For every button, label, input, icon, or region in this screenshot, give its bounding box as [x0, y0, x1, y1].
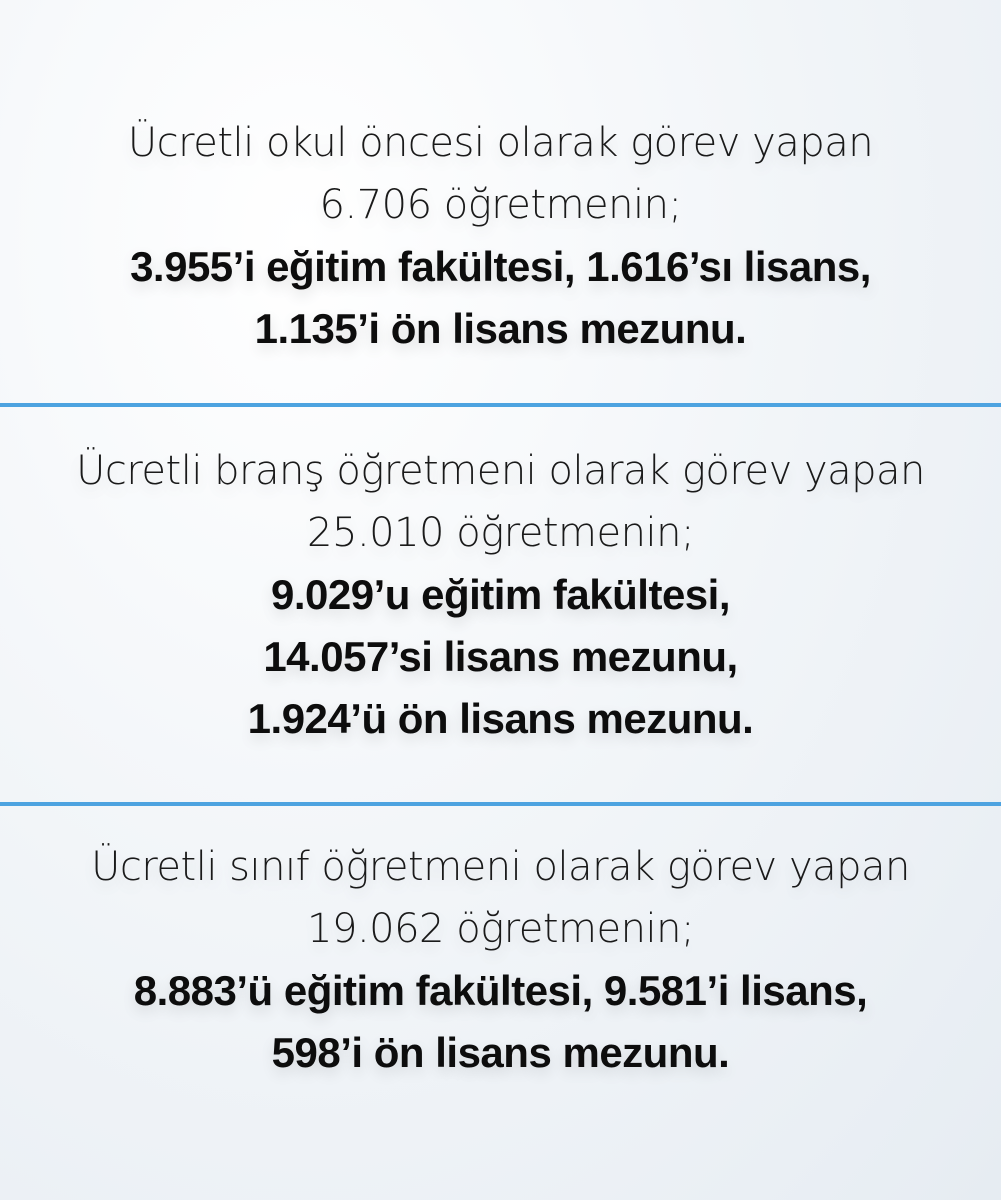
- section-intro-line: Ücretli sınıf öğretmeni olarak görev yapan: [91, 844, 910, 890]
- section-detail-line: 9.029’u eğitim fakültesi,: [270, 571, 730, 618]
- section-detail-line: 3.955’i eğitim fakültesi, 1.616’sı lisans,: [130, 243, 871, 290]
- section-detail-line: 1.924’ü ön lisans mezunu.: [247, 695, 754, 742]
- section-detail-line: 8.883’ü eğitim fakültesi, 9.581’i lisans,: [133, 967, 868, 1014]
- section-intro-line: Ücretli okul öncesi olarak görev yapan: [127, 120, 874, 166]
- section-intro-line: Ücretli branş öğretmeni olarak görev yapan: [76, 448, 925, 494]
- section-detail-line: 14.057’si lisans mezunu,: [263, 633, 738, 680]
- section-divider: [0, 403, 1001, 407]
- section-class-teacher: [0, 836, 1001, 1084]
- section-detail-line: 598’i ön lisans mezunu.: [271, 1029, 730, 1076]
- section-branch-teacher: [0, 440, 1001, 750]
- section-intro-line: 6.706 öğretmenin;: [319, 182, 682, 228]
- section-intro-line: 25.010 öğretmenin;: [307, 510, 694, 556]
- section-preschool: [0, 112, 1001, 360]
- section-divider: [0, 802, 1001, 806]
- section-intro-line: 19.062 öğretmenin;: [307, 906, 694, 952]
- section-detail-line: 1.135’i ön lisans mezunu.: [254, 305, 747, 352]
